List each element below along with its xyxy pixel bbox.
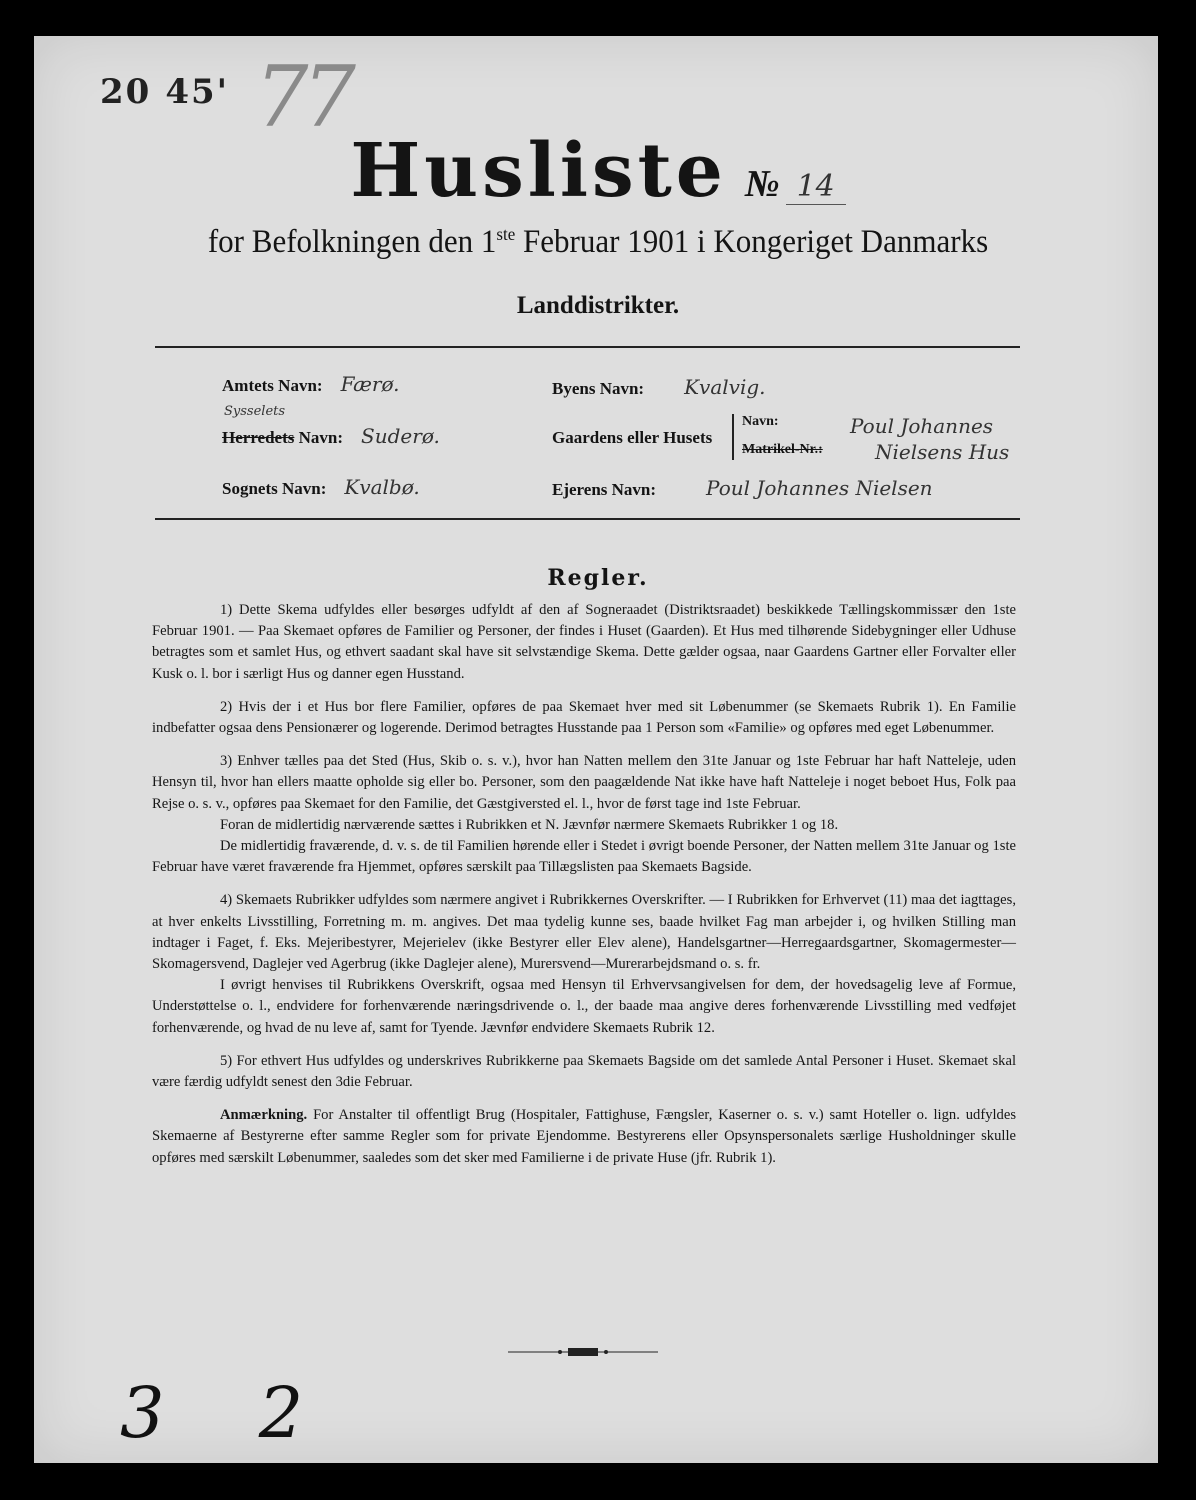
amt-label: Amtets Navn: [222,376,323,395]
ornament-divider [508,1344,658,1360]
bottom-handwritten-number: 3 2 [120,1372,340,1454]
herred-field [222,424,440,448]
rule-3-note-a: Foran de midlertidig nærværende sættes i Rubrikken et N. Jævnfør nærmere Skemaets Rubrikker 1 og 18. [220,816,839,833]
rules-heading: Regler. [547,565,649,591]
corner-stamp-numbers [100,72,229,112]
sogn-value: Kvalbø. [344,475,420,499]
corner-number-2: 45' [165,72,230,112]
divider-top [155,346,1020,348]
subtitle-district: Landdistrikter. [516,292,680,319]
gaard-label: Gaardens eller Husets [552,428,713,447]
remark-text: For Anstalter til offentligt Brug (Hospitaler, Fattighuse, Fængsler, Kaserner o. s. v.) samt Hoteller o. lign. udfyldes Skemaerne af Bestyrerne efter samme Regler som for private Ejendomme. Bestyrerens eller Opsynspersonalets særlige Husholdninger skulle opføres med særskilt Løbenummer, saaledes som det sker med Familierne i de private Huse (jfr. Rubrik 1). [152,1107,1016,1166]
rule-4-note: I øvrigt henvises til Rubrikkens Overskrift, ogsaa med Hensyn til Erhvervsangivelsen for dem, der hovedsagelig leve af Formue, Understøttelse o. l., endvidere for forhenværende næringsdrivende o. l., der baade maa angive deres forhenværende Livsstilling med vedføjet forhenværende, og hvad de nu leve af, samt for Tyende. Jævnfør endvidere Skemaets Rubrik 12. [152,977,1016,1036]
gaard-brace [732,414,737,460]
rule-4: 4) Skemaets Rubrikker udfyldes som nærmere angivet i Rubrikkernes Overskrifter. — I Rubrikken for Erhvervet (11) maa det iagttages, at hver enkelts Livsstilling, Forretning m. m. angives. Det maa tydelig kunne ses, baade hvilket Fag man arbejder i, og hvilken Stilling man indtager i Faget, f. Eks. Mejeribestyrer, Mejerielev (ikke Bestyrer eller Elev alene), Handelsgartner—Herregaardsgartner, Skomagermester—Skomagersvend, Daglejer ved Agerbrug (ikke Daglejer alene), Murersvend—Murerarbejdsmand o. s. fr. [152,892,1016,973]
subtitle-part-2: Februar 1901 i Kongeriget Danmarks [515,224,989,260]
by-value: Kvalvig. [684,375,766,399]
page-title: Husliste [350,128,727,214]
gaard-value-line1: Poul Johannes [850,414,994,438]
by-label: Byens Navn: [552,379,645,398]
sogn-label: Sognets Navn: [222,479,327,498]
rule-1: 1) Dette Skema udfyldes eller besørges udfyldt af den af Sogneraadet (Distriktsraadet) beskikkede Tællingskommissær den 1ste Februar 1901. — Paa Skemaet opføres de Familier og Personer, der findes i Huset (Gaarden). Et Hus med tilhørende Sidebygninger eller Udhuse betragtes som et samlet Hus, og ethvert saadant skal have sit selvstændige Skema. Dette gælder ogsaa, naar Gaardens Gartner eller Forvalter eller Kusk o. l. bor i særligt Hus og danner egen Husstand. [152,602,1016,682]
title-row [0,128,1196,214]
remark-label: Anmærkning. [220,1107,308,1124]
herred-struck-label: Herredets [222,428,295,447]
rule-5: 5) For ethvert Hus udfyldes og underskrives Rubrikkerne paa Skemaets Bagside om det samlede Antal Personer i Huset. Skemaet skal være færdig udfyldt senest den 3die Februar. [152,1052,1016,1091]
number-sign: № [744,163,780,205]
corner-number-1: 20 [100,72,152,112]
list-number-value: 14 [786,169,846,205]
herred-note: Sysselets [224,404,286,419]
gaard-sub-matrikel-label: Matrikel-Nr.: [742,442,823,457]
subtitle-superscript: ste [496,224,516,244]
ejer-value: Poul Johannes Nielsen [706,476,933,500]
remark [152,1105,1016,1169]
ejer-label: Ejerens Navn: [552,480,657,499]
rules-body [152,600,1016,1181]
corner-handwritten-number: 77 [255,48,350,146]
amt-field [222,372,400,396]
rule-3-note-b: De midlertidig fraværende, d. v. s. de til Familien hørende eller i Stedet i øvrigt boende Personer, der Natten mellem 31te Januar og 1ste Februar have været fraværende fra Hjemmet, opføres særskilt paa Tillægslisten paa Skemaets Bagside. [152,838,1016,876]
rule-2: 2) Hvis der i et Hus bor flere Familier, opføres de paa Skemaet hver med sit Løbenummer (se Skemaets Rubrik 1). En Familie indbefatter ogsaa dens Pensionærer og logerende. Derimod betragtes Husstande paa 1 Person som «Familie» og opføres med eget Løbenummer. [152,698,1016,737]
amt-value: Færø. [340,372,400,396]
sogn-field [222,475,420,499]
gaard-value-line2: Nielsens Hus [875,440,1010,464]
herred-label: Navn: [294,428,344,447]
gaard-sub-name-label: Navn: [742,414,779,429]
divider-middle [155,518,1020,520]
subtitle [36,224,1160,261]
by-field [552,375,766,399]
subtitle-part-1: for Befolkningen den 1 [207,224,497,260]
ejer-field [552,476,933,500]
herred-value: Suderø. [361,424,440,448]
rule-3: 3) Enhver tælles paa det Sted (Hus, Skib o. s. v.), hvor han Natten mellem den 31te Januar og 1ste Februar har haft Natteleje, uden Hensyn til, hvor han ellers maatte opholde sig eller bo. Personer, som den paagældende Nat ikke have haft Natteleje i noget beboet Hus, Folk paa Rejse o. s. v., opføres paa Skemaet for den Familie, det Gæstgiversted el. l., hvor de først tage ind 1ste Februar. [152,753,1016,812]
